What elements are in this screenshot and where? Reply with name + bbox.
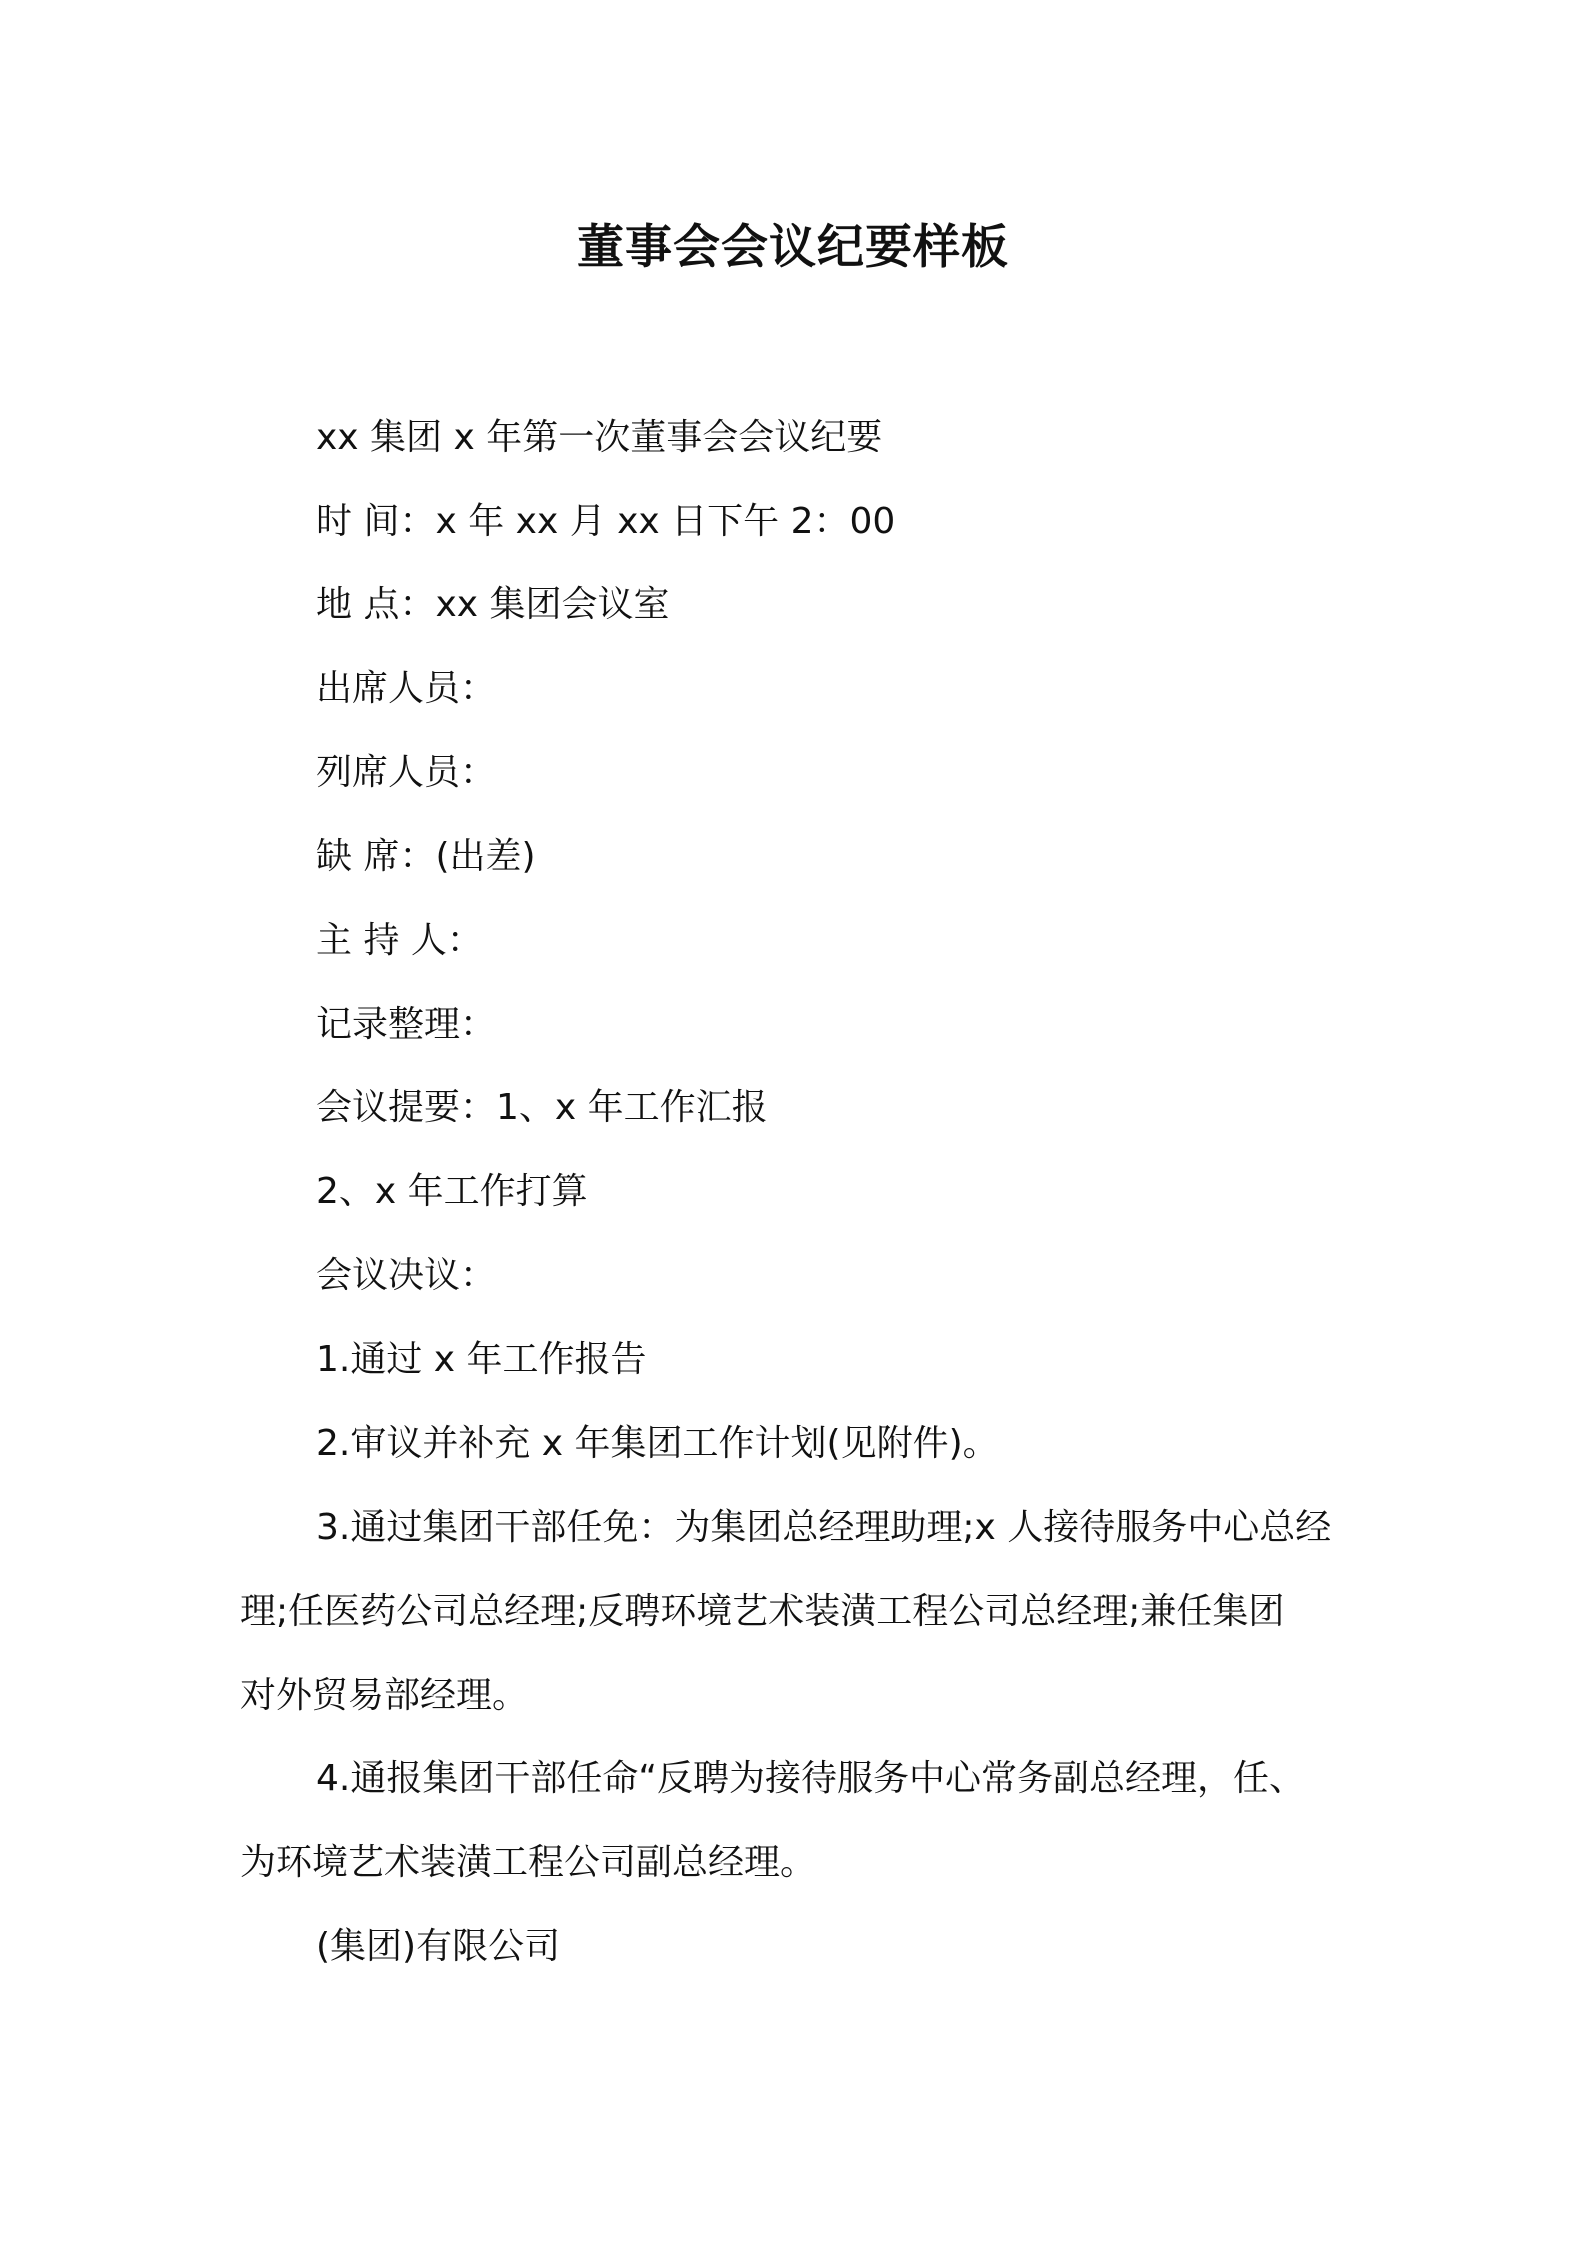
company-signature: (集团)有限公司: [316, 1926, 561, 1967]
recorder-label: 记录整理：: [316, 1004, 497, 1045]
agenda-line-2: 2、x 年工作打算: [316, 1171, 588, 1212]
resolution-1: 1.通过 x 年工作报告: [316, 1339, 647, 1380]
host-label: 主 持 人：: [316, 920, 483, 961]
meeting-location: 地 点：xx 集团会议室: [316, 584, 670, 625]
observers-label: 列席人员：: [316, 752, 497, 793]
resolution-2: 2.审议并补充 x 年集团工作计划(见附件)。: [316, 1423, 999, 1464]
agenda-line-1: 会议提要：1、x 年工作汇报: [316, 1087, 768, 1128]
attendees-label: 出席人员：: [316, 668, 497, 709]
resolution-4-line-2: 为环境艺术装潢工程公司副总经理。: [240, 1842, 817, 1883]
resolution-3-line-3: 对外贸易部经理。: [240, 1675, 529, 1716]
absent-line: 缺 席：(出差): [316, 836, 536, 877]
document-title: 董事会会议纪要样板: [577, 220, 1009, 275]
meeting-heading: xx 集团 x 年第一次董事会会议纪要: [316, 417, 883, 458]
resolutions-label: 会议决议：: [316, 1255, 497, 1296]
meeting-time: 时 间：x 年 xx 月 xx 日下午 2：00: [316, 501, 896, 542]
resolution-3-line-2: 理;任医药公司总经理;反聘环境艺术装潢工程公司总经理;兼任集团: [240, 1591, 1285, 1632]
resolution-3-line-1: 3.通过集团干部任免：为集团总经理助理;x 人接待服务中心总经: [316, 1507, 1332, 1548]
resolution-4-line-1: 4.通报集团干部任命“反聘为接待服务中心常务副总经理，任、: [316, 1758, 1305, 1799]
